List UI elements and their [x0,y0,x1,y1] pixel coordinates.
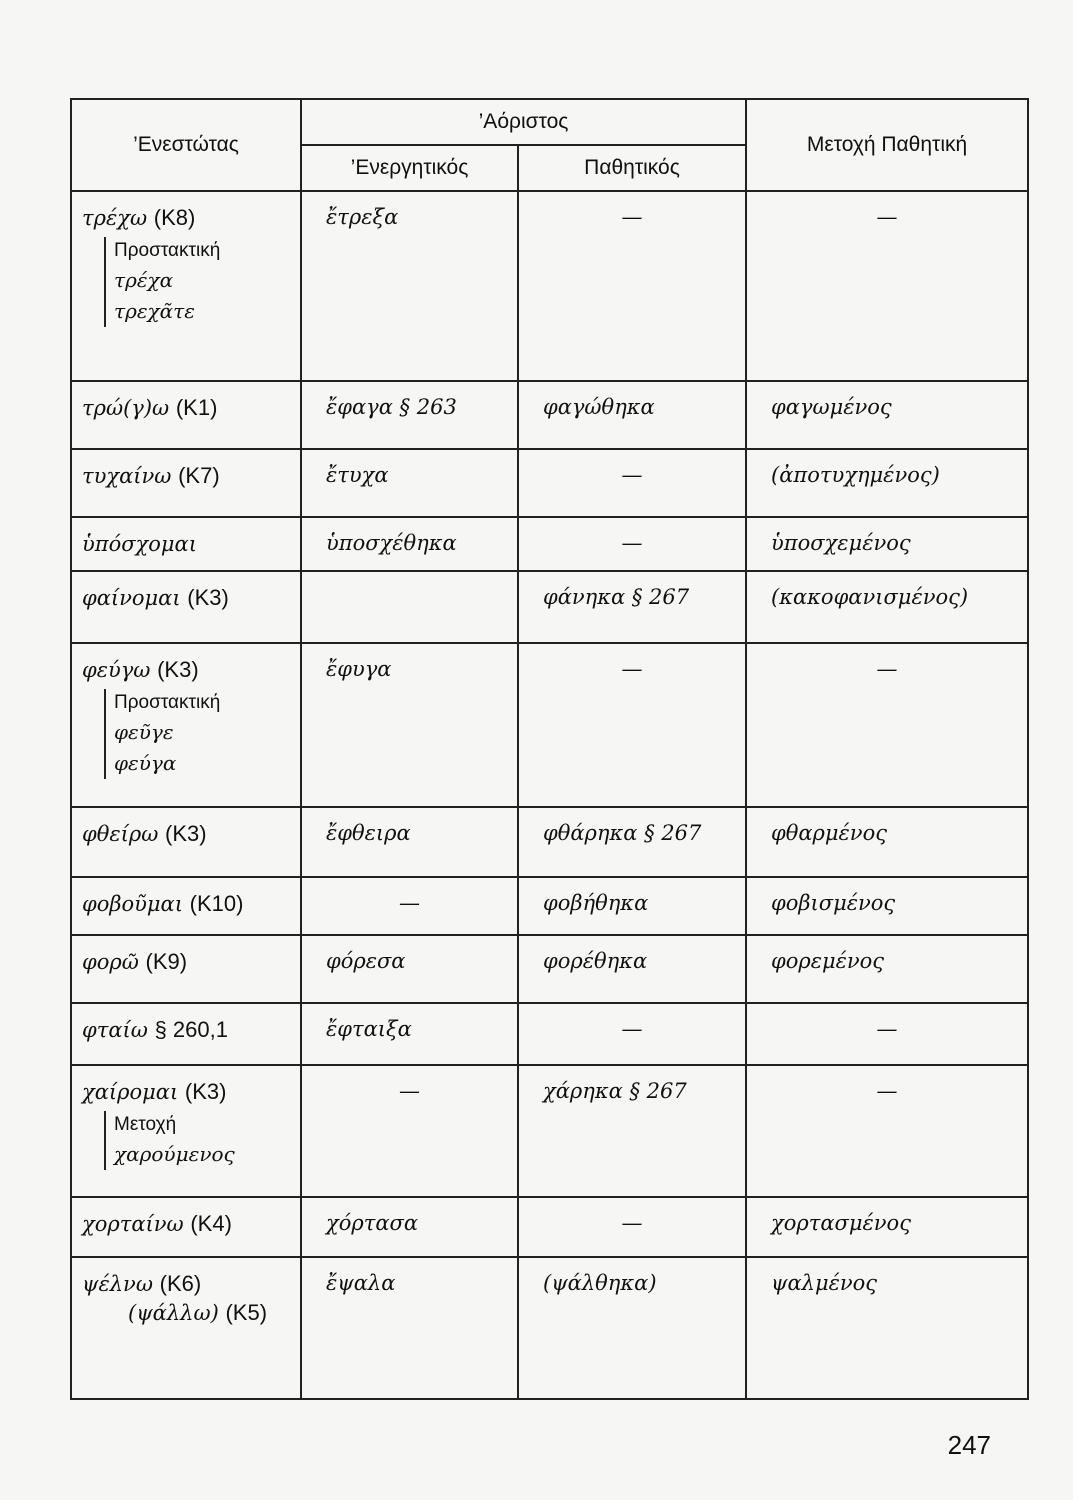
participle-value: φοβισμένος [771,891,896,915]
sub-label: Μετοχή [114,1113,177,1135]
active-aorist-cell [301,877,518,935]
participle-cell [746,935,1028,1003]
participle-cell [746,381,1028,449]
table-row [71,1065,1028,1197]
active-aorist-cell [301,381,518,449]
active-aorist-cell [301,449,518,517]
active-aorist-value: ἔφταιξα [326,1017,412,1041]
page-number: 247 [947,1430,991,1460]
passive-aorist-value: φάνηκα § 267 [543,585,690,609]
passive-aorist-value: — [621,1211,643,1235]
header-present: ’Ενεστώτας [71,99,301,191]
passive-aorist-cell [518,877,746,935]
passive-aorist-value: φθάρηκα § 267 [543,821,702,845]
passive-aorist-cell [518,381,746,449]
participle-cell [746,643,1028,807]
passive-aorist-value: — [621,463,643,487]
present-form: φορῶ (Κ9) [82,949,188,974]
present-cell [71,1065,301,1197]
header-participle: Μετοχή Παθητική [746,99,1028,191]
active-aorist-cell [301,571,518,643]
sub-forms [104,1111,290,1171]
passive-aorist-value: φορέθηκα [543,949,648,973]
present-cell [71,517,301,571]
present-form: φθείρω (Κ3) [82,821,207,846]
table-row [71,877,1028,935]
header-aorist: ’Αόριστος [301,99,746,145]
table-row [71,935,1028,1003]
present-cell [71,571,301,643]
active-aorist-cell [301,191,518,381]
active-aorist-value: ἔφυγα [326,657,392,681]
passive-aorist-cell [518,643,746,807]
table-row [71,191,1028,381]
active-aorist-value: ἔτρεξα [326,205,399,229]
table-row [71,807,1028,877]
passive-aorist-cell [518,1003,746,1065]
active-aorist-value [302,572,517,592]
participle-cell [746,1197,1028,1257]
passive-aorist-value: — [621,531,643,555]
active-aorist-cell [301,643,518,807]
passive-aorist-cell [518,1197,746,1257]
participle-value: φθαρμένος [771,821,887,845]
passive-aorist-cell [518,571,746,643]
present-form: τρώ(γ)ω (Κ1) [82,395,218,420]
active-aorist-value: χόρτασα [326,1211,419,1235]
participle-value: φαγωμένος [771,395,892,419]
participle-cell [746,877,1028,935]
participle-cell [746,807,1028,877]
present-form: ψέλνω (Κ6) (ψάλλω) (Κ5) [82,1271,268,1325]
present-form: φαίνομαι (Κ3) [82,585,229,610]
present-cell [71,643,301,807]
passive-aorist-cell [518,1257,746,1399]
table-row [71,643,1028,807]
participle-value: φορεμένος [771,949,885,973]
passive-aorist-cell [518,807,746,877]
header-active: ’Ενεργητικός [301,145,518,191]
sub-form: φεύγα [114,751,177,776]
active-aorist-value: ἔψαλα [326,1271,396,1295]
passive-aorist-value: — [621,657,643,681]
active-aorist-cell [301,517,518,571]
sub-form: τρέχα [114,268,174,293]
passive-aorist-cell [518,1065,746,1197]
present-form: χορταίνω (Κ4) [82,1211,232,1236]
participle-value: ψαλμένος [771,1271,878,1295]
passive-aorist-cell [518,935,746,1003]
passive-aorist-value: — [621,1017,643,1041]
passive-aorist-value: χάρηκα § 267 [543,1079,687,1103]
present-cell [71,381,301,449]
participle-value: χορτασμένος [771,1211,911,1235]
sub-label: Προστακτική [114,239,221,261]
passive-aorist-value: φαγώθηκα [543,395,655,419]
passive-aorist-cell [518,191,746,381]
active-aorist-cell [301,1257,518,1399]
sub-form: φεῦγε [114,720,174,745]
present-form: τρέχω (Κ8) Προστακτική τρέχα τρεχᾶτε [72,192,300,335]
participle-value: — [876,205,898,229]
present-cell [71,935,301,1003]
present-form: φοβοῦμαι (Κ10) [82,891,244,916]
passive-aorist-value: (ψάλθηκα) [543,1271,657,1295]
passive-aorist-value: — [621,205,643,229]
passive-aorist-cell [518,517,746,571]
present-cell [71,191,301,381]
active-aorist-cell [301,1065,518,1197]
sub-form: χαρούμενος [114,1142,235,1167]
present-cell [71,449,301,517]
sub-forms [104,237,290,328]
participle-cell [746,571,1028,643]
participle-cell [746,449,1028,517]
present-cell [71,877,301,935]
participle-cell [746,1257,1028,1399]
present-form: χαίρομαι (Κ3) Μετοχή χαρούμενος [72,1066,300,1178]
active-aorist-value: — [399,891,420,915]
table-row [71,571,1028,643]
active-aorist-cell [301,807,518,877]
verb-table [70,98,1029,1400]
active-aorist-value: ἔφθειρα [326,821,411,845]
present-form: φεύγω (Κ3) Προστακτική φεῦγε φεύγα [72,644,300,787]
present-form: ὑπόσχομαι [82,532,197,556]
active-aorist-cell [301,1003,518,1065]
participle-value: — [876,1017,898,1041]
participle-cell [746,1003,1028,1065]
present-form: φταίω § 260,1 [82,1017,228,1042]
active-aorist-value: ἔφαγα § 263 [326,395,457,419]
active-aorist-value: — [399,1079,420,1103]
table-row [71,1257,1028,1399]
participle-value: — [876,1079,898,1103]
active-aorist-value: φόρεσα [326,949,406,973]
active-aorist-cell [301,935,518,1003]
table-row [71,381,1028,449]
participle-value: (ἀποτυχημένος) [771,463,940,487]
participle-cell [746,1065,1028,1197]
table-row [71,1003,1028,1065]
participle-cell [746,191,1028,381]
present-cell [71,1197,301,1257]
participle-cell [746,517,1028,571]
participle-value: — [876,657,898,681]
present-cell [71,1257,301,1399]
header-passive: Παθητικός [518,145,746,191]
sub-forms [104,689,290,780]
table-row [71,517,1028,571]
active-aorist-cell [301,1197,518,1257]
present-cell [71,1003,301,1065]
sub-form: τρεχᾶτε [114,299,195,324]
present-form: τυχαίνω (Κ7) [82,463,220,488]
active-aorist-value: ὑποσχέθηκα [326,531,457,555]
sub-label: Προστακτική [114,691,221,713]
table-row [71,449,1028,517]
passive-aorist-value: φοβήθηκα [543,891,649,915]
present-cell [71,807,301,877]
passive-aorist-cell [518,449,746,517]
participle-value: (κακοφανισμένος) [771,585,969,609]
participle-value: ὑποσχεμένος [771,531,911,555]
table-row [71,1197,1028,1257]
active-aorist-value: ἔτυχα [326,463,389,487]
